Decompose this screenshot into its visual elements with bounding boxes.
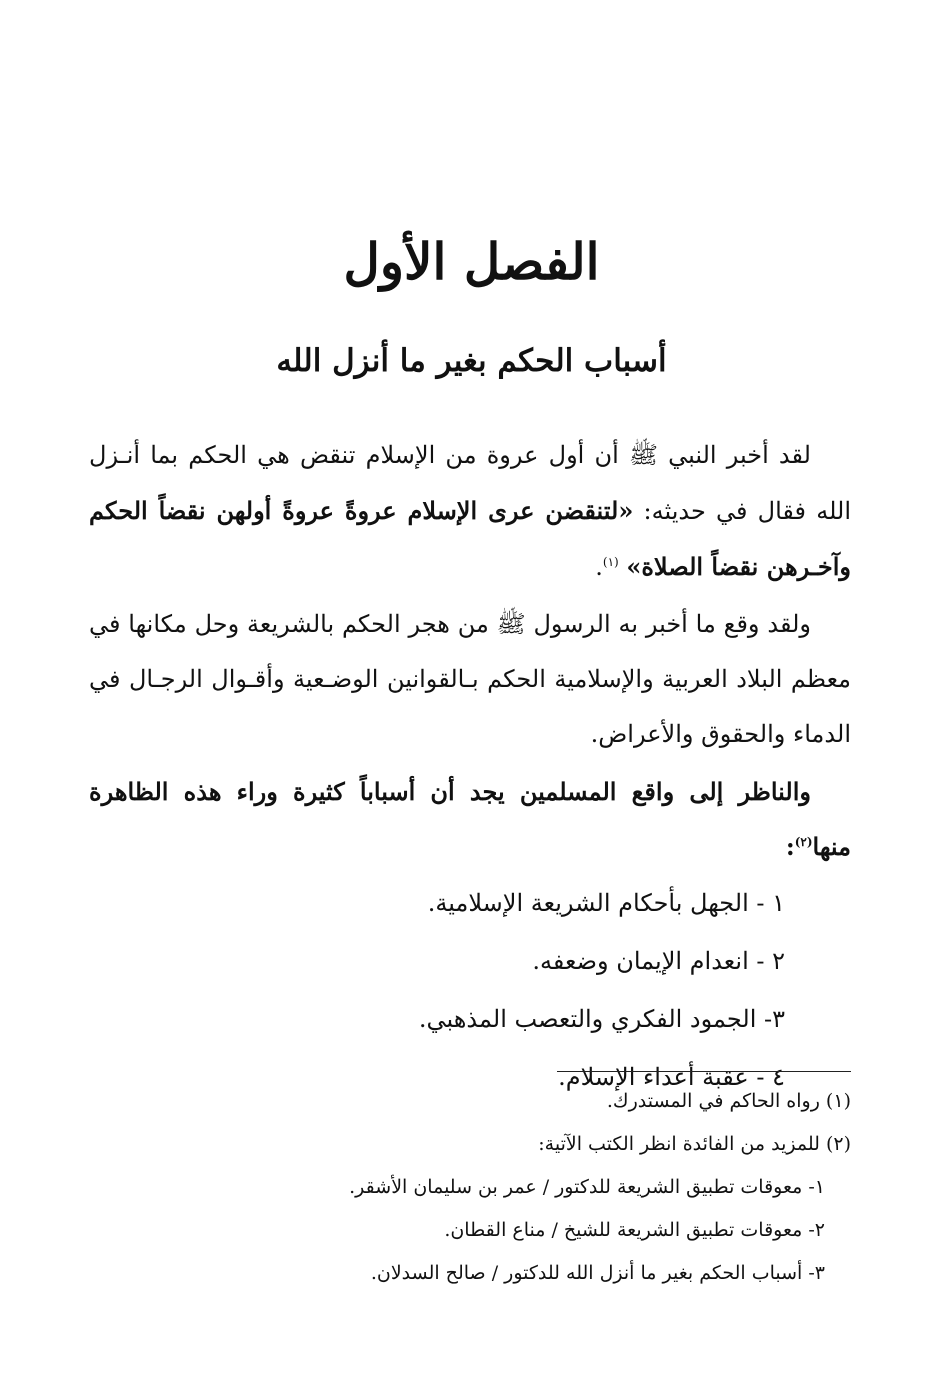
paragraph-intro: لقد أخبر النبي ﷺ أن أول عروة من الإسلام تنقض هي الحكم بما أنـزل الله فقال في حديثه: [89, 441, 851, 525]
footnote-ref-2: (٢) [794, 835, 813, 849]
list-item: ٢ - انعدام الإيمان وضعفه. [532, 947, 785, 975]
footnote-1: (١) رواه الحاكم في المستدرك. [606, 1090, 851, 1112]
footnote-book: ٣- أسباب الحكم بغير ما أنزل الله للدكتور / صالح السدلان. [370, 1262, 825, 1284]
section-title: أسباب الحكم بغير ما أنزل الله [276, 343, 667, 379]
causes-intro-text: والناظر إلى واقع المسلمين يجد أن أسباباً كثيرة وراء هذه الظاهرة منها [89, 777, 851, 861]
list-item: ٤ - عقبة أعداء الإسلام. [558, 1063, 785, 1091]
footnotes [89, 1080, 851, 1295]
body-text [89, 428, 851, 1106]
chapter-title: الفصل الأول [343, 232, 600, 291]
paragraph-end: . [595, 553, 603, 581]
footnote-book: ١- معوقات تطبيق الشريعة للدكتور / عمر بن سليمان الأشقر. [349, 1176, 825, 1198]
footnote-book: ٢- معوقات تطبيق الشريعة للشيخ / مناع القطان. [444, 1219, 825, 1241]
paragraph-reality: ولقد وقع ما أخبر به الرسول ﷺ من هجر الحكم بالشريعة وحل مكانها في معظم البلاد العربية والإسلامية الحكم بـالقوانين الوضـعية وأقـوال الرجـال في الدماء والحقوق والأعراض. [89, 610, 851, 748]
paragraph-hadith [89, 428, 851, 595]
hadith-quote: «لتنقضن عرى الإسلام عروةً عروةً أولهن نقضاً الحكم وآخـرهن نقضاً الصلاة» [89, 496, 851, 581]
footnote-2: (٢) للمزيد من الفائدة انظر الكتب الآتية: [538, 1133, 851, 1155]
list-item: ١ - الجهل بأحكام الشريعة الإسلامية. [427, 889, 785, 917]
paragraph-causes-intro [89, 764, 851, 874]
footnote-ref-1: (١) [602, 555, 619, 569]
list-item: ٣- الجمود الفكري والتعصب المذهبي. [418, 1005, 785, 1033]
footnote-divider [557, 1071, 851, 1072]
causes-intro-end: : [785, 832, 795, 861]
